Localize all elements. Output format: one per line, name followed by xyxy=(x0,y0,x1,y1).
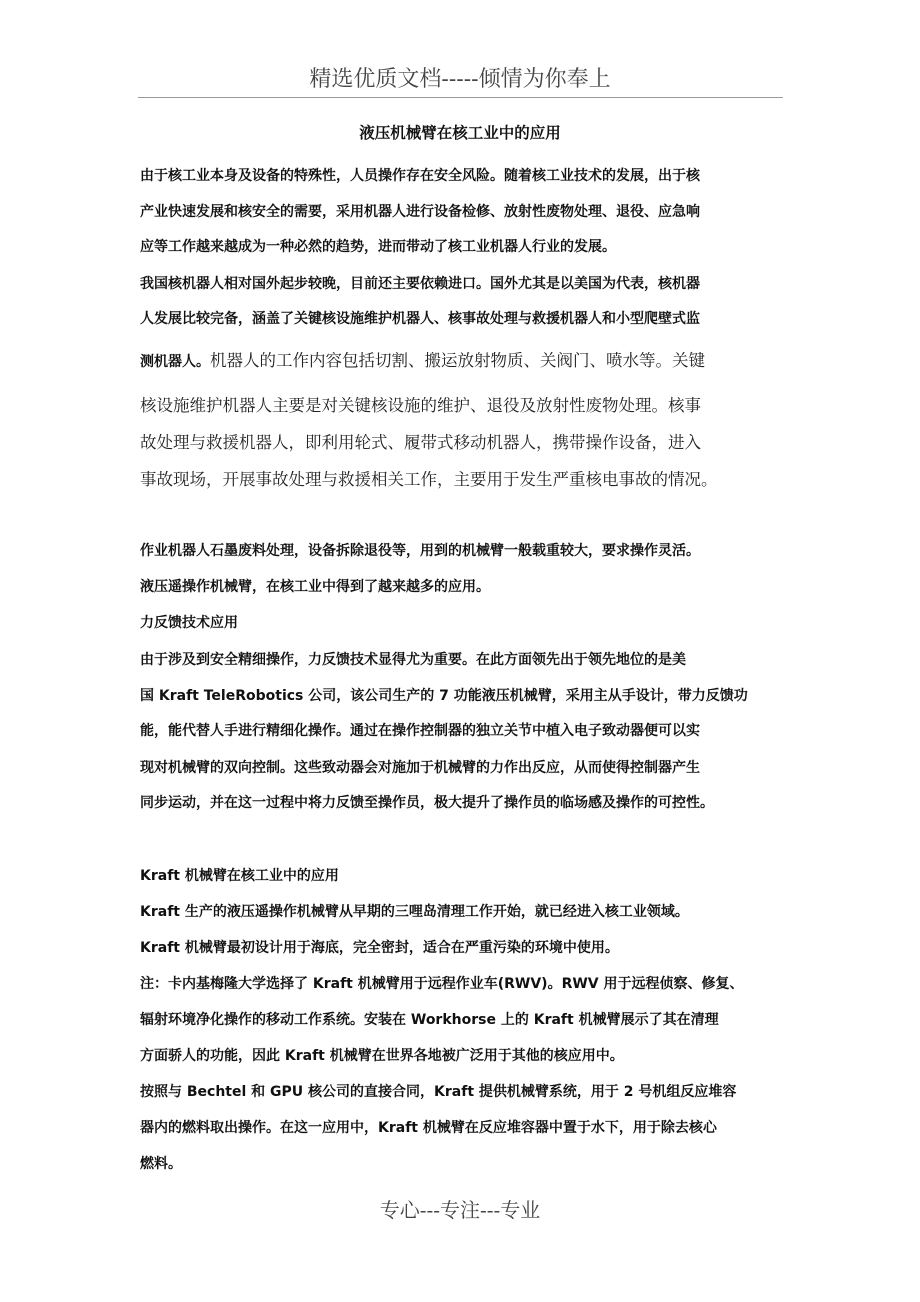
note-line: 注：卡内基梅隆大学选择了 Kraft 机械臂用于远程作业车(RWV)。RWV 用于远程侦察、修复、 xyxy=(140,976,744,992)
paragraph-line: 按照与 Bechtel 和 GPU 核公司的直接合同，Kraft 提供机械臂系统，用于 2 号机组反应堆容 xyxy=(140,1084,737,1100)
paragraph-line: 核设施维护机器人主要是对关键核设施的维护、退役及放射性废物处理。核事 xyxy=(140,396,701,415)
section-heading: Kraft 机械臂在核工业中的应用 xyxy=(140,868,339,884)
paragraph-line: 产业快速发展和核安全的需要，采用机器人进行设备检修、放射性废物处理、退役、应急响 xyxy=(140,204,700,220)
paragraph-line-segment: 机器人的工作内容包括切割、搬运放射物质、关阀门、喷水等。关键 xyxy=(210,351,705,370)
paragraph-line: 应等工作越来越成为一种必然的趋势，进而带动了核工业机器人行业的发展。 xyxy=(140,239,616,255)
note-line: 方面骄人的功能，因此 Kraft 机械臂在世界各地被广泛用于其他的核应用中。 xyxy=(140,1048,624,1064)
paragraph-line: 能，能代替人手进行精细化操作。通过在操作控制器的独立关节中植入电子致动器便可以实 xyxy=(140,723,700,739)
paragraph-line: Kraft 生产的液压遥操作机械臂从早期的三哩岛清理工作开始，就已经进入核工业领域。 xyxy=(140,904,689,920)
section-heading: 力反馈技术应用 xyxy=(140,615,238,631)
paragraph-line: 人发展比较完备，涵盖了关键核设施维护机器人、核事故处理与救援机器人和小型爬壁式监 xyxy=(140,311,700,327)
paragraph-line-segment: 测机器人。 xyxy=(140,354,210,370)
paragraph-line: 燃料。 xyxy=(140,1156,182,1172)
document-title: 液压机械臂在核工业中的应用 xyxy=(359,124,561,142)
page-header: 精选优质文档-----倾情为你奉上 xyxy=(309,67,611,92)
paragraph-line: 故处理与救援机器人，即利用轮式、履带式移动机器人，携带操作设备，进入 xyxy=(140,433,701,452)
paragraph-line: 作业机器人石墨废料处理，设备拆除退役等，用到的机械臂一般载重较大，要求操作灵活。 xyxy=(140,543,700,559)
paragraph-line: 事故现场，开展事故处理与救援相关工作，主要用于发生严重核电事故的情况。 xyxy=(140,470,718,489)
paragraph-line: 我国核机器人相对国外起步较晚，目前还主要依赖进口。国外尤其是以美国为代表，核机器 xyxy=(140,276,700,292)
paragraph-line: 现对机械臂的双向控制。这些致动器会对施加于机械臂的力作出反应，从而使得控制器产生 xyxy=(140,760,700,776)
paragraph-line: 由于涉及到安全精细操作，力反馈技术显得尤为重要。在此方面领先出于领先地位的是美 xyxy=(140,652,686,668)
paragraph-line: Kraft 机械臂最初设计用于海底，完全密封，适合在严重污染的环境中使用。 xyxy=(140,940,619,956)
paragraph-line: 器内的燃料取出操作。在这一应用中，Kraft 机械臂在反应堆容器中置于水下，用于除去核心 xyxy=(140,1120,717,1136)
note-line: 辐射环境净化操作的移动工作系统。安装在 Workhorse 上的 Kraft 机械臂展示了其在清理 xyxy=(140,1012,719,1028)
header-divider xyxy=(138,97,783,98)
paragraph-line: 液压遥操作机械臂，在核工业中得到了越来越多的应用。 xyxy=(140,579,490,595)
page-footer: 专心---专注---专业 xyxy=(379,1198,541,1222)
paragraph-line: 由于核工业本身及设备的特殊性，人员操作存在安全风险。随着核工业技术的发展，出于核 xyxy=(140,168,700,184)
paragraph-line: 国 Kraft TeleRobotics 公司，该公司生产的 7 功能液压机械臂，采用主从手设计，带力反馈功 xyxy=(140,688,748,704)
paragraph-line: 同步运动，并在这一过程中将力反馈至操作员，极大提升了操作员的临场感及操作的可控性。 xyxy=(140,795,714,811)
paragraph-line xyxy=(140,350,800,373)
